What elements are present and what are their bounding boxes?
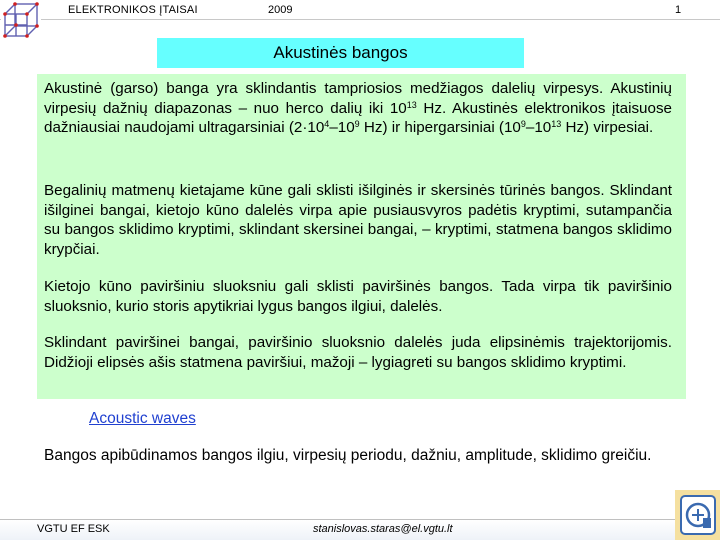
superscript: 9: [520, 119, 526, 130]
text-segment: –10: [525, 119, 552, 137]
text-segment: Hz) virpesiai.: [561, 119, 654, 137]
paragraph-bulk-waves: Begalinių matmenų kietajame kūne gali sklisti išilginės ir skersinės tūrinės bangos. Sklindant išilginei bangai, kietojo kūno dalelės virpa apie pusiausvyros padėtis kryptimi, sutampančia su bangos sklidimo kryptimi, sklindant skersinei bangai, – kryptimi, statmena bangos sklidimo krypčiai.: [44, 182, 672, 258]
superscript: 4: [324, 119, 330, 130]
publisher-logo-icon: [675, 490, 720, 540]
page-number: 1: [675, 4, 682, 16]
superscript: 13: [406, 99, 417, 110]
text-segment: Hz. Akustinės elektronikos įtaisuose dažniausiai naudojami ultragarsiniai (2·10: [44, 99, 672, 137]
footer-department: VGTU EF ESK: [37, 523, 110, 535]
paragraph-surface-waves: Kietojo kūno paviršiniu sluoksniu gali sklisti paviršinės bangos. Tada virpa tik paviršinio sluoksnio, kurio storis apytikriai lygus bangos ilgiui, dalelės.: [44, 278, 672, 315]
paragraph-elliptical-motion: Sklindant paviršinei bangai, paviršinio sluoksnio dalelės juda elipsinėmis trajektorijomis. Didžioji elipsės ašis statmena paviršiui, mažoji – lygiagreti su bangos sklidimo kryptimi.: [44, 334, 672, 371]
superscript: 9: [354, 119, 360, 130]
text-segment: Akustinė (garso) banga yra sklindantis tampriosios medžiagos dalelių virpesys. Akustinių virpesių dažnių diapazonas – nuo herco dalių iki 10: [44, 80, 672, 117]
cube-logo-icon: [1, 0, 41, 42]
header-year: 2009: [268, 4, 293, 16]
text-segment: –10: [329, 119, 355, 137]
acoustic-waves-link[interactable]: Acoustic waves: [89, 410, 196, 427]
header-divider: [0, 19, 720, 20]
footer-email: stanislovas.staras@el.vgtu.lt: [313, 523, 453, 535]
paragraph-frequency-range: [44, 79, 672, 138]
slide-title: Akustinės bangos: [157, 38, 524, 68]
paragraph-wave-parameters: Bangos apibūdinamos bangos ilgiu, virpesių periodu, dažniu, amplitude, sklidimo greičiu.: [44, 447, 652, 464]
header-title: ELEKTRONIKOS ĮTAISAI: [68, 4, 198, 16]
superscript: 13: [551, 119, 562, 130]
text-segment: Hz) ir hipergarsiniai (10: [359, 119, 521, 137]
